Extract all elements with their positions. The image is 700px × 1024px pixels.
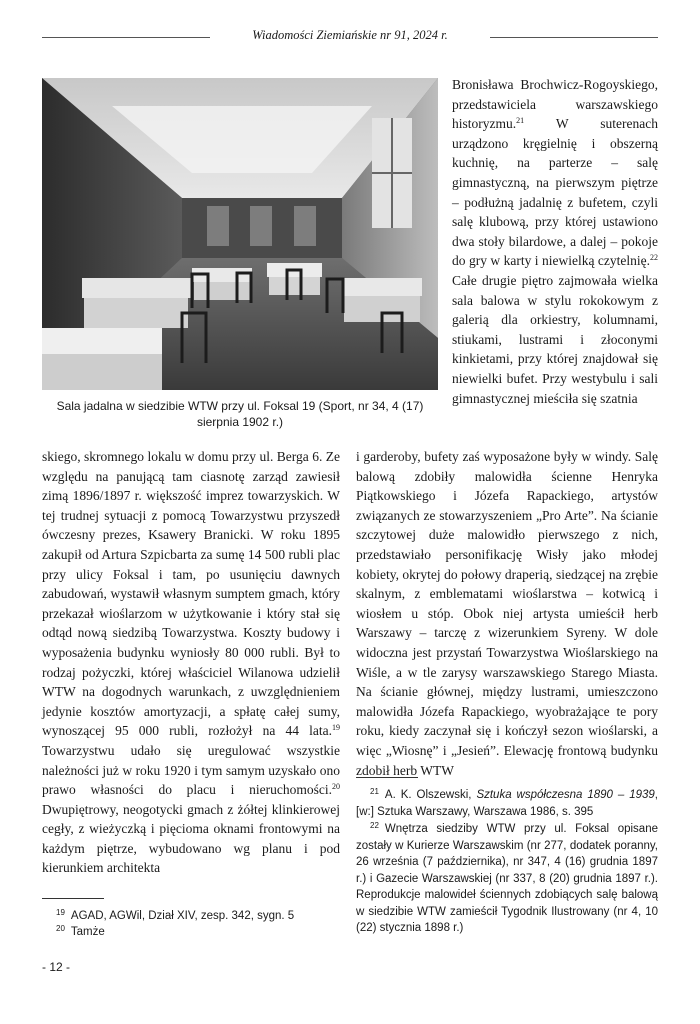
header-rule-right [490,37,658,38]
footnote-text: , [w:] Sztuka Warszawy, Warszawa 1986, s. 395 [356,789,658,818]
footnote-number: 21 [370,787,379,796]
text-segment: Dwupiętrowy, neogotycki gmach z żółtej klinkierowej cegły, z wieżyczką i pięcioma oknami frontowymi na każdym piętrze, wybudowano wg planu i pod kierunkiem architekta [42,801,340,876]
journal-title: Wiadomości Ziemiańskie nr 91, 2024 r. [252,28,448,42]
page-number: - 12 - [42,960,71,974]
article-text-left [42,447,340,878]
footnote-ref: 22 [650,253,658,263]
dining-hall-photo [42,78,438,390]
footnote-text: Tamże [70,926,105,938]
footnote-20 [56,921,336,941]
text-segment: Całe drugie piętro zajmowała wielka sala balowa w stylu rokokowym z galerią dla orkiestry, kolumnami, stiukami, lustrami i złoconymi kinkietami, przy której znajdował się niewielki bufet. Przy westybulu i sali gimnastycznej mieściła się szatnia [452,272,658,406]
footnote-ref: 21 [516,116,525,126]
footnote-author: A. K. Olszewski, [384,789,477,801]
footnote-rule-right [356,777,418,778]
article-text-right-lower: i garderoby, bufety zaś wyposażone były w windy. Salę balową zdobiły malowidła ścienne Henryka Piątkowskiego i Józefa Rapackiego, artystów związanych ze stowarzyszeniem „Pro Arte”. Na ścianie szczytowej duże malowidło pierwszego z nich, przedstawiało personifikację Wisły jako młodej kobiety, okrytej do połowy draperią, siedzącej na zrębie skalnym, z emblematami wioślarstwa – kotwicą i wiosłem u stóp. Obok niej artysta umieścił herb Warszawy – tarczę z wizerunkiem Syreny. W dole widoczna jest przystań Towarzystwa Wioślarskiego na Wiśle, a w tle zarysy warszawskiego Starego Miasta. Na ścianie głównej, między lustrami, umieszczono malowidła Józefa Rapackiego, wyobrażające te pory roku, kiedy zaczynał się i kończył sezon wioślarski, a więc „Wiosnę” i „Jesień”. Elewację frontową budynku zdobił herb WTW [356,449,658,778]
text-segment: Bronisława Brochwicz-Rogoyskiego, przedstawiciela warszawskiego historyzmu. [452,77,658,132]
footnote-22 [356,818,658,937]
text-segment: W suterenach urządzono kręgielnię i obszerną kuchnię, na parterze – salę gimnastyczną, na pierwszym piętrze – podłużną jadalnię z bufetem, czyli salę klubową, przy której ustawiono dwa stoły bilardowe, a dalej – pokoje do gry w karty i niewielką czytelnię. [452,116,658,269]
footnote-rule-left [42,898,104,899]
footnote-number: 20 [56,924,65,933]
running-header [42,28,658,48]
footnote-number: 22 [370,821,379,830]
article-text-right-upper [452,75,658,408]
text-segment: skiego, skromnego lokalu w domu przy ul. Berga 6. Ze względu na panującą tam ciasnotę zarząd zawiesił zimą 1896/1897 r. większość imprez towarzyskich. W tej trudnej sytuacji z pomocą Towarzystwu przyszedł ówczesny prezes, Ksawery Branicki. W roku 1895 zakupił od Artura Szpicbarta za sumę 14 500 rubli plac przy ulicy Foksal i tam, po usunięciu dawnych zabudowań, wystawił własnym sumptem gmach, który przekazał wioślarzom w użytkowanie i który stał się odtąd nową siedzibą Towarzystwa. Koszty budowy i wyposażenia budynku wyniosły 80 000 rubli. Był to rodzaj pożyczki, której właściciel Wilanowa udzielił WTW na dogodnych warunkach, z uwzględnieniem jedynie kosztów amortyzacji, a spłatę całej sumy, wynoszącej 95 000 rubli, rozłożył na 44 lata. [42,449,340,739]
footnote-21 [356,784,658,820]
footnote-ref: 19 [332,723,340,733]
footnote-ref: 20 [332,782,340,792]
footnote-book-title: Sztuka współczesna 1890 – 1939 [476,789,655,801]
footnote-text: Wnętrza siedziby WTW przy ul. Foksal opisane zostały w Kurierze Warszawskim (nr 277, dodatek poranny, 26 września (7 października), nr 347, 4 (16) grudnia 1897 r.) i Gazecie Warszawskiej (nr 337, 8 (20) grudnia 1897 r.). Reprodukcje malowideł ściennych zdobiących salę balową w siedzibie WTW zamieścił Tygodnik Ilustrowany (nr 4, 10 (22) stycznia 1898 r.) [356,823,658,934]
footnote-text: AGAD, AGWil, Dział XIV, zesp. 342, sygn. 5 [70,910,295,922]
text-segment: Towarzystwu udało się uregulować wszystkie należności już w roku 1920 i tym samym uzyskało ono prawo własności do placu i nieruchomości. [42,742,340,798]
photo-caption: Sala jadalna w siedzibie WTW przy ul. Foksal 19 (Sport, nr 34, 4 (17) sierpnia 1902 r.) [56,399,424,429]
footnote-number: 19 [56,908,65,917]
